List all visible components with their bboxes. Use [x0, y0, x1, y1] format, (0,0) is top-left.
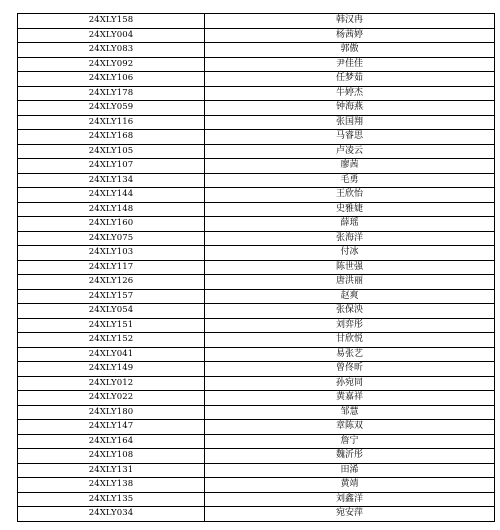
table-row [18, 28, 495, 43]
table-row [18, 101, 495, 116]
table-row [18, 72, 495, 87]
student-name-cell: 刘鑫洋 [205, 492, 495, 507]
table-row [18, 507, 495, 522]
student-name-cell: 尹佳佳 [205, 57, 495, 72]
table-row [18, 391, 495, 406]
student-id-cell: 24XLY151 [18, 318, 205, 333]
student-name-cell: 张国翔 [205, 115, 495, 130]
student-id-cell: 24XLY106 [18, 72, 205, 87]
table-row [18, 318, 495, 333]
student-name-cell: 王欣怡 [205, 188, 495, 203]
student-name-cell: 田浠 [205, 463, 495, 478]
student-id-cell: 24XLY041 [18, 347, 205, 362]
table-row [18, 246, 495, 261]
student-id-cell: 24XLY138 [18, 478, 205, 493]
student-id-cell: 24XLY131 [18, 463, 205, 478]
student-id-cell: 24XLY054 [18, 304, 205, 319]
table-row [18, 115, 495, 130]
student-name-cell: 刘弈彤 [205, 318, 495, 333]
student-id-cell: 24XLY108 [18, 449, 205, 464]
student-name-cell: 甘欣悦 [205, 333, 495, 348]
table-row [18, 57, 495, 72]
student-name-cell: 郭傲 [205, 43, 495, 58]
student-name-cell: 钟海燕 [205, 101, 495, 116]
table-row [18, 275, 495, 290]
table-row [18, 449, 495, 464]
student-name-cell: 曾佟昕 [205, 362, 495, 377]
table-row [18, 86, 495, 101]
table-row [18, 463, 495, 478]
student-id-cell: 24XLY164 [18, 434, 205, 449]
table-row [18, 188, 495, 203]
table-row [18, 492, 495, 507]
student-id-cell: 24XLY022 [18, 391, 205, 406]
student-id-cell: 24XLY092 [18, 57, 205, 72]
table-row [18, 478, 495, 493]
student-name-cell: 廖茜 [205, 159, 495, 174]
student-id-cell: 24XLY107 [18, 159, 205, 174]
student-id-cell: 24XLY147 [18, 420, 205, 435]
student-name-cell: 唐洪丽 [205, 275, 495, 290]
student-id-cell: 24XLY083 [18, 43, 205, 58]
student-name-cell: 孙宛同 [205, 376, 495, 391]
student-name-cell: 黄靖 [205, 478, 495, 493]
student-id-cell: 24XLY034 [18, 507, 205, 522]
table-row [18, 217, 495, 232]
student-name-cell: 宛安萍 [205, 507, 495, 522]
table-row [18, 144, 495, 159]
student-name-cell: 陈世强 [205, 260, 495, 275]
table-row [18, 289, 495, 304]
student-id-cell: 24XLY126 [18, 275, 205, 290]
student-id-cell: 24XLY012 [18, 376, 205, 391]
student-id-cell: 24XLY152 [18, 333, 205, 348]
student-id-cell: 24XLY160 [18, 217, 205, 232]
student-name-cell: 毛勇 [205, 173, 495, 188]
student-id-cell: 24XLY103 [18, 246, 205, 261]
roster-table-body [18, 14, 495, 522]
student-id-cell: 24XLY149 [18, 362, 205, 377]
table-row [18, 405, 495, 420]
table-row [18, 159, 495, 174]
table-row [18, 347, 495, 362]
student-name-cell: 魏沂彤 [205, 449, 495, 464]
student-id-cell: 24XLY075 [18, 231, 205, 246]
student-name-cell: 卢凌云 [205, 144, 495, 159]
student-name-cell: 邹慧 [205, 405, 495, 420]
student-name-cell: 张海洋 [205, 231, 495, 246]
student-name-cell: 韩汉冉 [205, 14, 495, 29]
roster-table [17, 13, 495, 522]
table-row [18, 173, 495, 188]
table-row [18, 202, 495, 217]
table-row [18, 43, 495, 58]
student-name-cell: 马睿思 [205, 130, 495, 145]
table-row [18, 434, 495, 449]
student-name-cell: 任梦茹 [205, 72, 495, 87]
student-name-cell: 张保泱 [205, 304, 495, 319]
student-id-cell: 24XLY178 [18, 86, 205, 101]
student-name-cell: 黄嘉祥 [205, 391, 495, 406]
student-id-cell: 24XLY157 [18, 289, 205, 304]
table-row [18, 130, 495, 145]
student-name-cell: 薛瑶 [205, 217, 495, 232]
student-id-cell: 24XLY059 [18, 101, 205, 116]
student-id-cell: 24XLY117 [18, 260, 205, 275]
table-row [18, 420, 495, 435]
student-id-cell: 24XLY004 [18, 28, 205, 43]
student-id-cell: 24XLY105 [18, 144, 205, 159]
table-row [18, 304, 495, 319]
table-row [18, 14, 495, 29]
student-name-cell: 牛婷杰 [205, 86, 495, 101]
table-row [18, 333, 495, 348]
table-row [18, 362, 495, 377]
student-name-cell: 赵爽 [205, 289, 495, 304]
student-id-cell: 24XLY168 [18, 130, 205, 145]
student-id-cell: 24XLY144 [18, 188, 205, 203]
student-id-cell: 24XLY134 [18, 173, 205, 188]
student-name-cell: 史雅婕 [205, 202, 495, 217]
document-page [17, 13, 492, 522]
student-id-cell: 24XLY116 [18, 115, 205, 130]
table-row [18, 231, 495, 246]
student-name-cell: 詹宁 [205, 434, 495, 449]
student-id-cell: 24XLY148 [18, 202, 205, 217]
student-name-cell: 杨茜婷 [205, 28, 495, 43]
table-row [18, 376, 495, 391]
student-name-cell: 章陈双 [205, 420, 495, 435]
table-row [18, 260, 495, 275]
student-id-cell: 24XLY158 [18, 14, 205, 29]
student-id-cell: 24XLY180 [18, 405, 205, 420]
student-name-cell: 付冰 [205, 246, 495, 261]
student-name-cell: 易张艺 [205, 347, 495, 362]
student-id-cell: 24XLY135 [18, 492, 205, 507]
